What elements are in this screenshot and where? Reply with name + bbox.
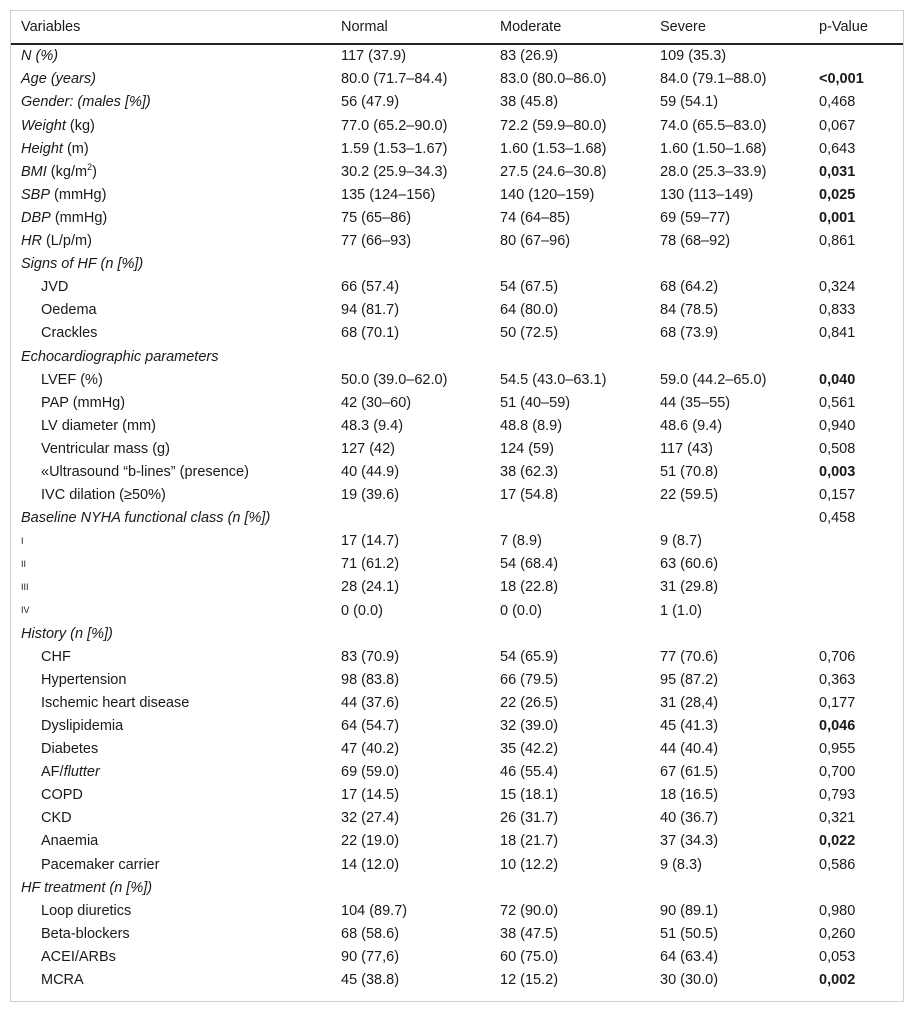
- cell-normal: 42 (30–60): [341, 394, 412, 411]
- row-label: IVC dilation (≥50%): [41, 487, 166, 504]
- cell-severe: 48.6 (9.4): [660, 417, 723, 434]
- cell-normal: 104 (89.7): [341, 902, 408, 919]
- cell-severe: 67 (61.5): [660, 764, 719, 781]
- cell-severe: 9 (8.7): [660, 533, 702, 550]
- row-label: Ischemic heart disease: [41, 694, 190, 711]
- cell-p-value: 0,833: [819, 302, 856, 319]
- cell-severe: 63 (60.6): [660, 556, 719, 573]
- cell-normal: 44 (37.6): [341, 694, 400, 711]
- cell-moderate: 72 (90.0): [500, 902, 559, 919]
- cell-normal: 71 (61.2): [341, 556, 400, 573]
- cell-normal: 17 (14.5): [341, 787, 400, 804]
- table-row: [11, 969, 903, 992]
- cell-normal: 75 (65–86): [341, 209, 412, 226]
- cell-normal: [331, 507, 490, 530]
- table-row: [11, 137, 903, 160]
- cell-p-value: <0,001: [819, 71, 864, 88]
- cell-moderate: 50 (72.5): [500, 325, 559, 342]
- table-row: [11, 44, 903, 68]
- label-abbrev: Weight: [21, 117, 66, 134]
- table-row: [11, 184, 903, 207]
- cell-p-value: 0,561: [819, 394, 856, 411]
- table-row: [11, 530, 903, 553]
- cell-normal: 45 (38.8): [341, 972, 400, 989]
- label-superscript: 2: [87, 161, 93, 172]
- cell-normal: 64 (54.7): [341, 718, 400, 735]
- cell-p-value: 0,458: [819, 510, 856, 527]
- variables-table: [11, 11, 903, 992]
- table-row: [11, 507, 903, 530]
- row-label: COPD: [41, 787, 83, 804]
- row-label: LVEF (%): [41, 371, 103, 388]
- cell-severe: 44 (40.4): [660, 741, 719, 758]
- cell-moderate: 1.60 (1.53–1.68): [500, 140, 607, 157]
- cell-severe: 51 (50.5): [660, 925, 719, 942]
- row-label: Hypertension: [41, 671, 127, 688]
- label-unit-end: ): [92, 163, 97, 180]
- cell-normal: 17 (14.7): [341, 533, 400, 550]
- cell-moderate: 17 (54.8): [500, 487, 559, 504]
- cell-p-value: 0,841: [819, 325, 856, 342]
- cell-severe: 51 (70.8): [660, 463, 719, 480]
- cell-moderate: 83 (26.9): [500, 48, 559, 65]
- cell-severe: [650, 507, 809, 530]
- cell-p-value: [809, 599, 903, 622]
- row-label: [11, 137, 331, 160]
- cell-moderate: [490, 876, 650, 899]
- row-label: HF treatment (n [%]): [21, 879, 153, 896]
- table-row: [11, 946, 903, 969]
- cell-p-value: 0,067: [819, 117, 856, 134]
- cell-severe: [650, 345, 809, 368]
- cell-severe: 78 (68–92): [660, 233, 731, 250]
- row-label: CHF: [41, 648, 71, 665]
- cell-severe: 69 (59–77): [660, 209, 731, 226]
- cell-p-value: 0,861: [819, 233, 856, 250]
- row-label: II: [21, 559, 27, 570]
- label-abbrev: Height: [21, 140, 63, 157]
- cell-normal: [331, 622, 490, 645]
- cell-moderate: 54 (65.9): [500, 648, 559, 665]
- row-label: PAP (mmHg): [41, 394, 126, 411]
- cell-moderate: [490, 507, 650, 530]
- cell-normal: 40 (44.9): [341, 463, 400, 480]
- table-row: [11, 114, 903, 137]
- cell-severe: 45 (41.3): [660, 718, 719, 735]
- label-unit: (L/p/m): [41, 233, 92, 250]
- cell-normal: 28 (24.1): [341, 579, 400, 596]
- table-row: [11, 599, 903, 622]
- cell-moderate: [490, 253, 650, 276]
- cell-moderate: [490, 345, 650, 368]
- cell-severe: 1.60 (1.50–1.68): [660, 140, 767, 157]
- cell-p-value: 0,363: [819, 671, 856, 688]
- cell-normal: 98 (83.8): [341, 671, 400, 688]
- cell-normal: [331, 253, 490, 276]
- table-row: [11, 899, 903, 922]
- cell-moderate: 22 (26.5): [500, 694, 559, 711]
- cell-moderate: 54 (68.4): [500, 556, 559, 573]
- cell-moderate: 7 (8.9): [500, 533, 542, 550]
- cell-p-value: 0,508: [819, 440, 856, 457]
- cell-severe: 59 (54.1): [660, 94, 719, 111]
- cell-moderate: 140 (120–159): [500, 186, 595, 203]
- cell-severe: 90 (89.1): [660, 902, 719, 919]
- row-label: JVD: [41, 279, 69, 296]
- table-row: [11, 461, 903, 484]
- cell-p-value: [809, 622, 903, 645]
- cell-normal: 0 (0.0): [341, 602, 383, 619]
- table-row: [11, 415, 903, 438]
- cell-severe: 68 (64.2): [660, 279, 719, 296]
- cell-moderate: 38 (62.3): [500, 463, 559, 480]
- row-label: «Ultrasound “b-lines” (presence): [41, 463, 249, 480]
- cell-moderate: 46 (55.4): [500, 764, 559, 781]
- cell-severe: 31 (29.8): [660, 579, 719, 596]
- cell-p-value: 0,046: [819, 718, 856, 735]
- label-unit: (mmHg): [50, 209, 108, 226]
- label-abbrev: DBP: [21, 209, 51, 226]
- cell-p-value: [809, 530, 903, 553]
- cell-moderate: 15 (18.1): [500, 787, 559, 804]
- cell-p-value: [809, 44, 903, 68]
- table-row: [11, 322, 903, 345]
- header-variables: Variables: [11, 11, 331, 44]
- label-abbrev: HR: [21, 233, 42, 250]
- cell-normal: 14 (12.0): [341, 856, 400, 873]
- cell-moderate: 54.5 (43.0–63.1): [500, 371, 607, 388]
- header-normal: Normal: [331, 11, 490, 44]
- cell-normal: 90 (77,6): [341, 948, 400, 965]
- cell-p-value: 0,468: [819, 94, 856, 111]
- cell-p-value: 0,643: [819, 140, 856, 157]
- cell-severe: 37 (34.3): [660, 833, 719, 850]
- cell-severe: 77 (70.6): [660, 648, 719, 665]
- cell-moderate: 64 (80.0): [500, 302, 559, 319]
- cell-normal: 19 (39.6): [341, 487, 400, 504]
- row-label: LV diameter (mm): [41, 417, 156, 434]
- table-frame: [10, 10, 904, 1002]
- cell-p-value: 0,260: [819, 925, 856, 942]
- row-label: Dyslipidemia: [41, 718, 124, 735]
- table-row: [11, 160, 903, 183]
- row-label: [11, 184, 331, 207]
- row-label: III: [21, 582, 29, 593]
- cell-severe: 68 (73.9): [660, 325, 719, 342]
- cell-p-value: 0,955: [819, 741, 856, 758]
- cell-p-value: 0,586: [819, 856, 856, 873]
- table-row: [11, 345, 903, 368]
- cell-normal: 32 (27.4): [341, 810, 400, 827]
- cell-moderate: 60 (75.0): [500, 948, 559, 965]
- cell-severe: [650, 253, 809, 276]
- label-abbrev: BMI: [21, 163, 47, 180]
- cell-p-value: [809, 345, 903, 368]
- cell-severe: 18 (16.5): [660, 787, 719, 804]
- cell-severe: 84 (78.5): [660, 302, 719, 319]
- cell-normal: 77.0 (65.2–90.0): [341, 117, 448, 134]
- table-row: [11, 622, 903, 645]
- cell-severe: 95 (87.2): [660, 671, 719, 688]
- cell-moderate: 10 (12.2): [500, 856, 559, 873]
- cell-p-value: 0,002: [819, 972, 856, 989]
- cell-moderate: 124 (59): [500, 440, 555, 457]
- cell-normal: 50.0 (39.0–62.0): [341, 371, 448, 388]
- cell-severe: 44 (35–55): [660, 394, 731, 411]
- cell-severe: 64 (63.4): [660, 948, 719, 965]
- row-label: Crackles: [41, 325, 98, 342]
- table-row: [11, 830, 903, 853]
- cell-moderate: 18 (22.8): [500, 579, 559, 596]
- cell-moderate: 38 (45.8): [500, 94, 559, 111]
- cell-p-value: [809, 876, 903, 899]
- table-row: [11, 692, 903, 715]
- cell-severe: 9 (8.3): [660, 856, 702, 873]
- row-label: Anaemia: [41, 833, 99, 850]
- header-moderate: Moderate: [490, 11, 650, 44]
- cell-severe: 40 (36.7): [660, 810, 719, 827]
- cell-normal: 80.0 (71.7–84.4): [341, 71, 448, 88]
- row-label: History (n [%]): [21, 625, 113, 642]
- cell-moderate: 72.2 (59.9–80.0): [500, 117, 607, 134]
- cell-severe: [650, 622, 809, 645]
- cell-normal: [331, 876, 490, 899]
- header-severe: Severe: [650, 11, 809, 44]
- header-p-value: p-Value: [809, 11, 903, 44]
- cell-p-value: 0,321: [819, 810, 856, 827]
- table-row: [11, 207, 903, 230]
- table-row: [11, 876, 903, 899]
- row-label: Baseline NYHA functional class (n [%]): [21, 510, 271, 527]
- row-label: MCRA: [41, 972, 84, 989]
- cell-normal: 117 (37.9): [341, 48, 407, 65]
- cell-normal: [331, 345, 490, 368]
- label-abbrev: SBP: [21, 186, 51, 203]
- cell-p-value: 0,177: [819, 694, 856, 711]
- cell-p-value: 0,706: [819, 648, 856, 665]
- cell-normal: 48.3 (9.4): [341, 417, 404, 434]
- row-label: Signs of HF (n [%]): [21, 256, 144, 273]
- cell-p-value: 0,040: [819, 371, 856, 388]
- cell-moderate: 74 (64–85): [500, 209, 571, 226]
- row-label: Echocardiographic parameters: [21, 348, 219, 365]
- table-row: [11, 645, 903, 668]
- table-row: [11, 91, 903, 114]
- cell-moderate: 35 (42.2): [500, 741, 559, 758]
- table-row: [11, 923, 903, 946]
- row-label: [11, 114, 331, 137]
- cell-p-value: [809, 553, 903, 576]
- cell-normal: 69 (59.0): [341, 764, 400, 781]
- label-abbrev: AF/: [41, 764, 64, 781]
- cell-moderate: 48.8 (8.9): [500, 417, 563, 434]
- cell-p-value: 0,157: [819, 487, 856, 504]
- label-unit: (mmHg): [50, 186, 107, 203]
- table-row: [11, 276, 903, 299]
- row-label: Loop diuretics: [41, 902, 132, 919]
- row-label: Pacemaker carrier: [41, 856, 160, 873]
- table-row: [11, 68, 903, 91]
- cell-normal: 68 (70.1): [341, 325, 400, 342]
- table-row: [11, 553, 903, 576]
- cell-normal: 127 (42): [341, 440, 396, 457]
- cell-normal: 77 (66–93): [341, 233, 412, 250]
- header-row: [11, 11, 903, 44]
- cell-p-value: [809, 576, 903, 599]
- table-row: [11, 738, 903, 761]
- table-row: [11, 230, 903, 253]
- row-label: Diabetes: [41, 741, 99, 758]
- cell-severe: 74.0 (65.5–83.0): [660, 117, 767, 134]
- label-unit: (kg/m: [46, 163, 88, 180]
- row-label: Gender: (males [%]): [21, 94, 151, 111]
- row-label: N (%): [21, 48, 59, 65]
- table-row: [11, 784, 903, 807]
- row-label: Beta-blockers: [41, 925, 130, 942]
- table-row: [11, 853, 903, 876]
- cell-severe: 30 (30.0): [660, 972, 719, 989]
- cell-moderate: 26 (31.7): [500, 810, 559, 827]
- cell-moderate: 18 (21.7): [500, 833, 559, 850]
- cell-normal: 1.59 (1.53–1.67): [341, 140, 448, 157]
- cell-severe: 84.0 (79.1–88.0): [660, 71, 767, 88]
- table-row: [11, 761, 903, 784]
- cell-moderate: 66 (79.5): [500, 671, 559, 688]
- cell-p-value: 0,031: [819, 163, 856, 180]
- cell-p-value: 0,324: [819, 279, 856, 296]
- row-label: [11, 761, 331, 784]
- row-label: CKD: [41, 810, 72, 827]
- cell-p-value: 0,793: [819, 787, 856, 804]
- cell-p-value: 0,001: [819, 209, 856, 226]
- cell-p-value: 0,700: [819, 764, 856, 781]
- row-label: [11, 160, 331, 183]
- cell-normal: 135 (124–156): [341, 186, 436, 203]
- row-label: [11, 207, 331, 230]
- table-row: [11, 391, 903, 414]
- cell-moderate: 12 (15.2): [500, 972, 559, 989]
- cell-moderate: 51 (40–59): [500, 394, 571, 411]
- cell-normal: 68 (58.6): [341, 925, 400, 942]
- label-italic-part: flutter: [63, 764, 100, 781]
- table-row: [11, 438, 903, 461]
- cell-severe: 59.0 (44.2–65.0): [660, 371, 767, 388]
- table-row: [11, 715, 903, 738]
- cell-p-value: 0,003: [819, 463, 856, 480]
- label-unit: (m): [62, 140, 89, 157]
- cell-severe: 117 (43): [660, 440, 713, 457]
- table-row: [11, 253, 903, 276]
- row-label: Age (years): [21, 71, 96, 88]
- cell-moderate: 83.0 (80.0–86.0): [500, 71, 607, 88]
- cell-moderate: 54 (67.5): [500, 279, 559, 296]
- cell-normal: 94 (81.7): [341, 302, 400, 319]
- cell-normal: 22 (19.0): [341, 833, 400, 850]
- cell-normal: 66 (57.4): [341, 279, 400, 296]
- cell-p-value: 0,940: [819, 417, 856, 434]
- cell-p-value: 0,025: [819, 186, 856, 203]
- table-row: [11, 299, 903, 322]
- cell-severe: [650, 876, 809, 899]
- row-label: ACEI/ARBs: [41, 948, 116, 965]
- row-label: Oedema: [41, 302, 97, 319]
- cell-severe: 28.0 (25.3–33.9): [660, 163, 767, 180]
- cell-severe: 130 (113–149): [660, 186, 754, 203]
- cell-moderate: 27.5 (24.6–30.8): [500, 163, 607, 180]
- cell-moderate: 80 (67–96): [500, 233, 571, 250]
- cell-p-value: [809, 253, 903, 276]
- cell-moderate: [490, 622, 650, 645]
- row-label: IV: [21, 605, 30, 616]
- cell-severe: 31 (28,4): [660, 694, 719, 711]
- row-label: I: [21, 536, 24, 547]
- table-row: [11, 368, 903, 391]
- cell-normal: 47 (40.2): [341, 741, 400, 758]
- cell-moderate: 32 (39.0): [500, 718, 559, 735]
- cell-severe: 1 (1.0): [660, 602, 702, 619]
- cell-moderate: 38 (47.5): [500, 925, 559, 942]
- row-label: [11, 230, 331, 253]
- cell-normal: 30.2 (25.9–34.3): [341, 163, 448, 180]
- cell-p-value: 0,053: [819, 948, 856, 965]
- cell-severe: 22 (59.5): [660, 487, 719, 504]
- cell-p-value: 0,980: [819, 902, 856, 919]
- label-unit: (kg): [65, 117, 95, 134]
- row-label: Ventricular mass (g): [41, 440, 170, 457]
- table-row: [11, 669, 903, 692]
- cell-normal: 56 (47.9): [341, 94, 400, 111]
- table-row: [11, 807, 903, 830]
- cell-severe: 109 (35.3): [660, 48, 727, 65]
- table-row: [11, 484, 903, 507]
- table-row: [11, 576, 903, 599]
- cell-normal: 83 (70.9): [341, 648, 400, 665]
- cell-moderate: 0 (0.0): [500, 602, 542, 619]
- cell-p-value: 0,022: [819, 833, 856, 850]
